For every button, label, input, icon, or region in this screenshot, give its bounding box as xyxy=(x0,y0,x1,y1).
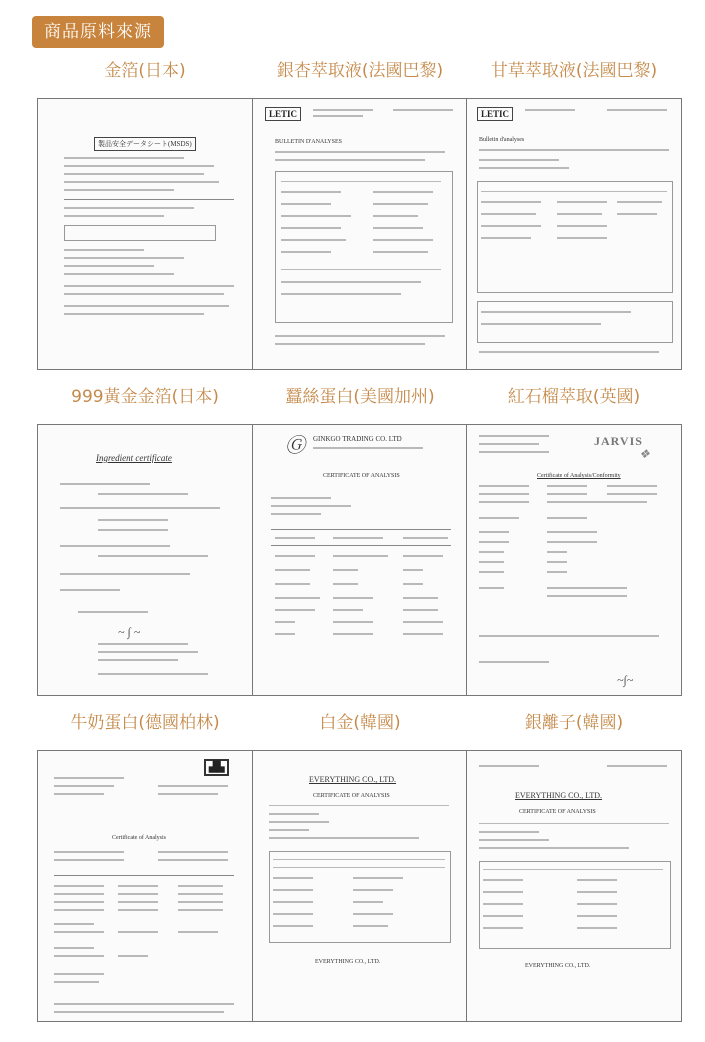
certificate-image[interactable] xyxy=(37,98,253,370)
company-footer: EVERYTHING CO., LTD. xyxy=(525,963,591,969)
certificate-card xyxy=(252,58,468,145)
signature-icon: ~ ∫ ~ xyxy=(118,625,141,639)
signature-icon: ~∫~ xyxy=(617,673,634,687)
certificate-image[interactable] xyxy=(252,98,468,370)
document-heading: BULLETIN D'ANALYSES xyxy=(275,139,342,145)
certificate-image[interactable] xyxy=(466,424,682,696)
ginkgo-logo-icon: Ⓖ xyxy=(285,435,305,457)
certificate-card xyxy=(37,58,253,148)
company-logo-icon: ▟▙ xyxy=(204,759,229,776)
document-heading: 製品安全データシート(MSDS) xyxy=(94,137,196,151)
certificate-card xyxy=(466,58,682,143)
certificate-title: 金箔(日本) xyxy=(104,61,186,81)
maple-leaf-icon: ❖ xyxy=(639,447,650,461)
certificate-card xyxy=(466,710,682,969)
certificate-title: 999黃金金箔(日本) xyxy=(71,387,219,407)
company-name: EVERYTHING CO., LTD. xyxy=(309,775,397,784)
certificate-card xyxy=(252,384,468,479)
jarvis-logo: JARVIS xyxy=(594,434,643,448)
certificate-title: 蠶絲蛋白(美國加州) xyxy=(285,387,435,407)
letic-logo: LETIC xyxy=(265,107,301,121)
certificate-title: 牛奶蛋白(德國柏林) xyxy=(70,713,220,733)
certificate-image[interactable] xyxy=(466,98,682,370)
certificate-image[interactable] xyxy=(466,750,682,1022)
document-heading: Certificate of Analysis xyxy=(112,835,166,841)
document-heading: Certificate of Analysis/Conformity xyxy=(537,473,621,479)
document-heading: CERTIFICATE OF ANALYSIS xyxy=(323,473,400,479)
certificate-title: 紅石榴萃取(英國) xyxy=(507,387,641,407)
certificate-card xyxy=(466,384,682,687)
certificate-card xyxy=(37,710,253,841)
document-heading: CERTIFICATE OF ANALYSIS xyxy=(313,793,390,799)
certificate-image[interactable] xyxy=(37,750,253,1022)
certificate-title: 白金(韓國) xyxy=(319,713,401,733)
company-name: GINKGO TRADING CO. LTD xyxy=(313,435,402,443)
certificate-title: 銀杏萃取液(法國巴黎) xyxy=(276,61,444,81)
certificate-card xyxy=(37,384,253,639)
company-name: EVERYTHING CO., LTD. xyxy=(515,791,603,800)
certificate-image[interactable] xyxy=(252,424,468,696)
certificate-title: 銀離子(韓國) xyxy=(524,713,624,733)
certificate-image[interactable] xyxy=(37,424,253,696)
letic-logo: LETIC xyxy=(477,107,513,121)
document-heading: Bulletin d'analyses xyxy=(479,137,525,143)
company-footer: EVERYTHING CO., LTD. xyxy=(315,959,381,965)
section-badge: 商品原料來源 xyxy=(32,16,164,48)
document-heading: CERTIFICATE OF ANALYSIS xyxy=(519,809,596,815)
certificate-card xyxy=(252,710,468,965)
certificate-image[interactable] xyxy=(252,750,468,1022)
certificate-title: 甘草萃取液(法國巴黎) xyxy=(490,61,658,81)
document-heading: Ingredient certificate xyxy=(96,453,172,463)
